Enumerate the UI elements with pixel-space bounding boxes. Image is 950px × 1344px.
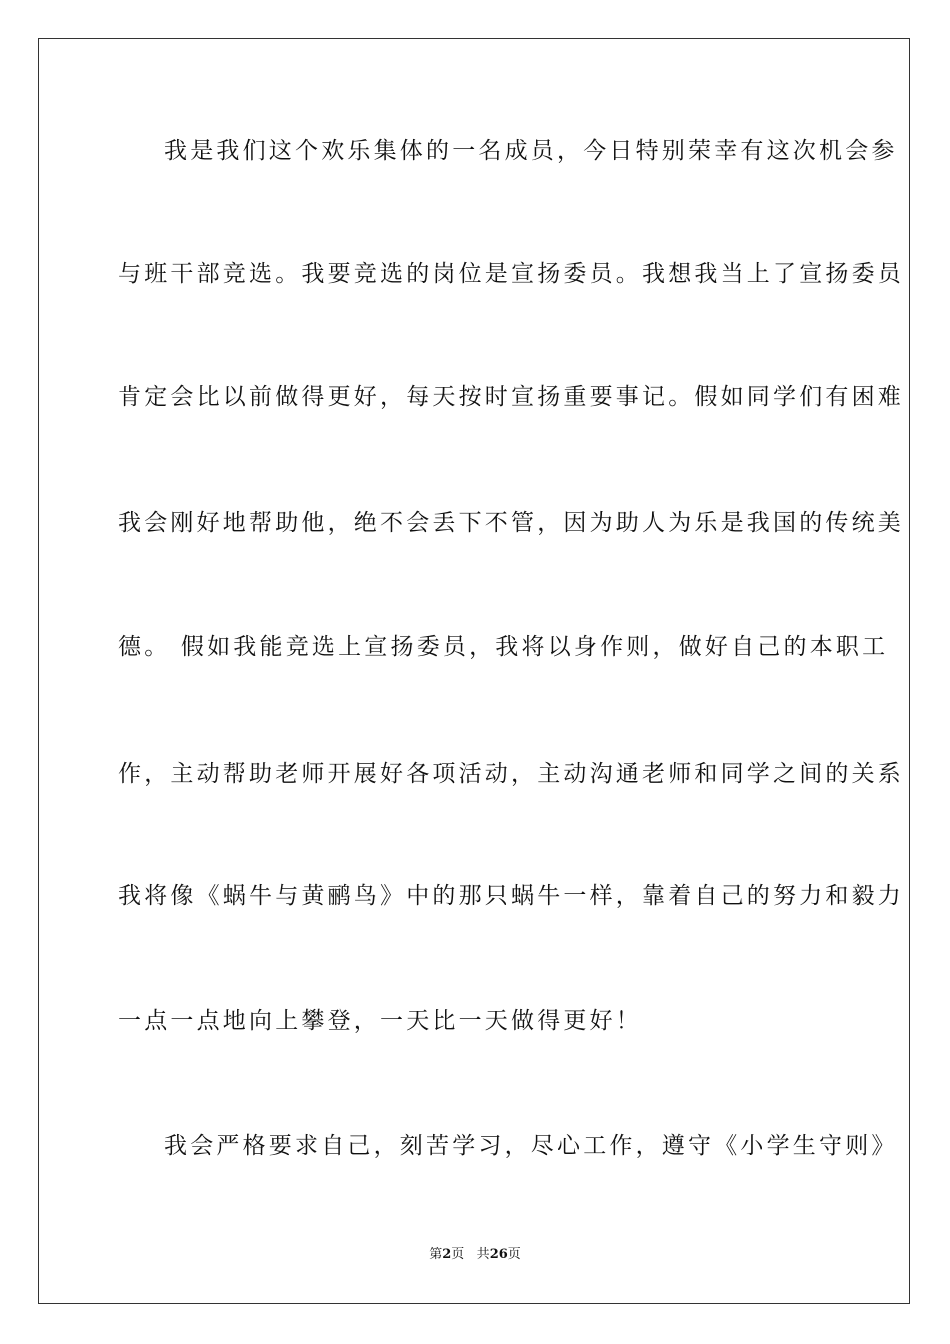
body-line-9: 我会严格要求自己，刻苦学习，尽心工作，遵守《小学生守则》 — [164, 1133, 898, 1159]
body-line-5: 德。 假如我能竞选上宣扬委员，我将以身作则，做好自己的本职工 — [118, 634, 889, 660]
body-line-4: 我会刚好地帮助他，绝不会丢下不管，因为助人为乐是我国的传统美 — [118, 510, 904, 536]
footer-page-prefix: 第 — [429, 1247, 443, 1262]
body-line-2: 与班干部竞选。我要竞选的岗位是宣扬委员。我想我当上了宣扬委员 — [118, 261, 904, 287]
body-line-6: 作，主动帮助老师开展好各项活动，主动沟通老师和同学之间的关系 — [118, 761, 904, 787]
footer-page-current: 2 — [442, 1247, 452, 1262]
body-line-1: 我是我们这个欢乐集体的一名成员，今日特别荣幸有这次机会参 — [164, 138, 898, 164]
footer-page-unit: 页 — [451, 1247, 465, 1262]
footer-total-unit: 页 — [507, 1247, 521, 1262]
footer-total-prefix: 共 — [476, 1247, 490, 1262]
page-footer — [0, 1246, 950, 1264]
body-line-7: 我将像《蜗牛与黄鹂鸟》中的那只蜗牛一样，靠着自己的努力和毅力 — [118, 883, 904, 909]
footer-page-total: 26 — [489, 1247, 508, 1262]
page-border — [38, 38, 910, 1304]
body-line-8: 一点一点地向上攀登，一天比一天做得更好！ — [118, 1008, 642, 1034]
body-line-3: 肯定会比以前做得更好，每天按时宣扬重要事记。假如同学们有困难 — [118, 384, 904, 410]
